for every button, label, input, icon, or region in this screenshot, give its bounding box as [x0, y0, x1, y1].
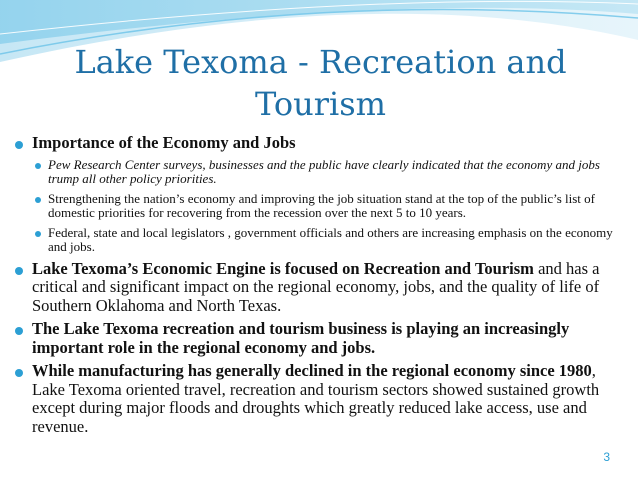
bullet-text: Federal, state and local legislators , government officials and others are increasing emphasis on the economy and jobs. [48, 224, 613, 254]
bullet-heading: The Lake Texoma recreation and tourism business is playing an increasingly important role in the regional economy and jobs. [32, 319, 570, 357]
bullet-text: , Lake Texoma oriented travel, recreation and tourism sectors showed sustained growth except during major floods and droughts which greatly reduced lake access, use and revenue. [32, 361, 600, 436]
bullet-heading: While manufacturing has generally declined in the regional economy since 1980 [32, 361, 592, 380]
bullet-dot-icon [35, 163, 41, 169]
bullet-dot-icon [35, 197, 41, 203]
list-item [14, 362, 614, 436]
bullet-text: Strengthening the nation’s economy and improving the job situation stand at the top of the public’s list of domestic priorities for recovering from the recession over the next 5 to 10 years. [48, 190, 596, 220]
bullet-dot-icon [15, 327, 23, 335]
bullet-list [14, 134, 614, 441]
bullet-text: and has a critical and significant impact on the regional economy, jobs, and the quality of life of Southern Oklahoma and North Texas. [32, 258, 600, 315]
bullet-dot-icon [35, 231, 41, 237]
bullet-heading: Lake Texoma’s Economic Engine is focused on Recreation and Tourism [32, 258, 534, 278]
bullet-heading: Importance of the Economy and Jobs [32, 133, 296, 152]
list-item [34, 192, 614, 221]
list-item [14, 320, 614, 357]
bullet-text: Pew Research Center surveys, businesses and the public have clearly indicated that the economy and jobs trump all other policy priorities. [48, 156, 600, 186]
list-item [34, 226, 614, 255]
list-item [14, 260, 614, 316]
list-item [14, 134, 614, 153]
bullet-dot-icon [15, 141, 23, 149]
slide-title: Lake Texoma - Recreation and Tourism [74, 43, 567, 123]
bullet-dot-icon [15, 267, 23, 275]
list-item [34, 158, 614, 187]
bullet-dot-icon [15, 369, 23, 377]
page-number: 3 [603, 450, 610, 464]
